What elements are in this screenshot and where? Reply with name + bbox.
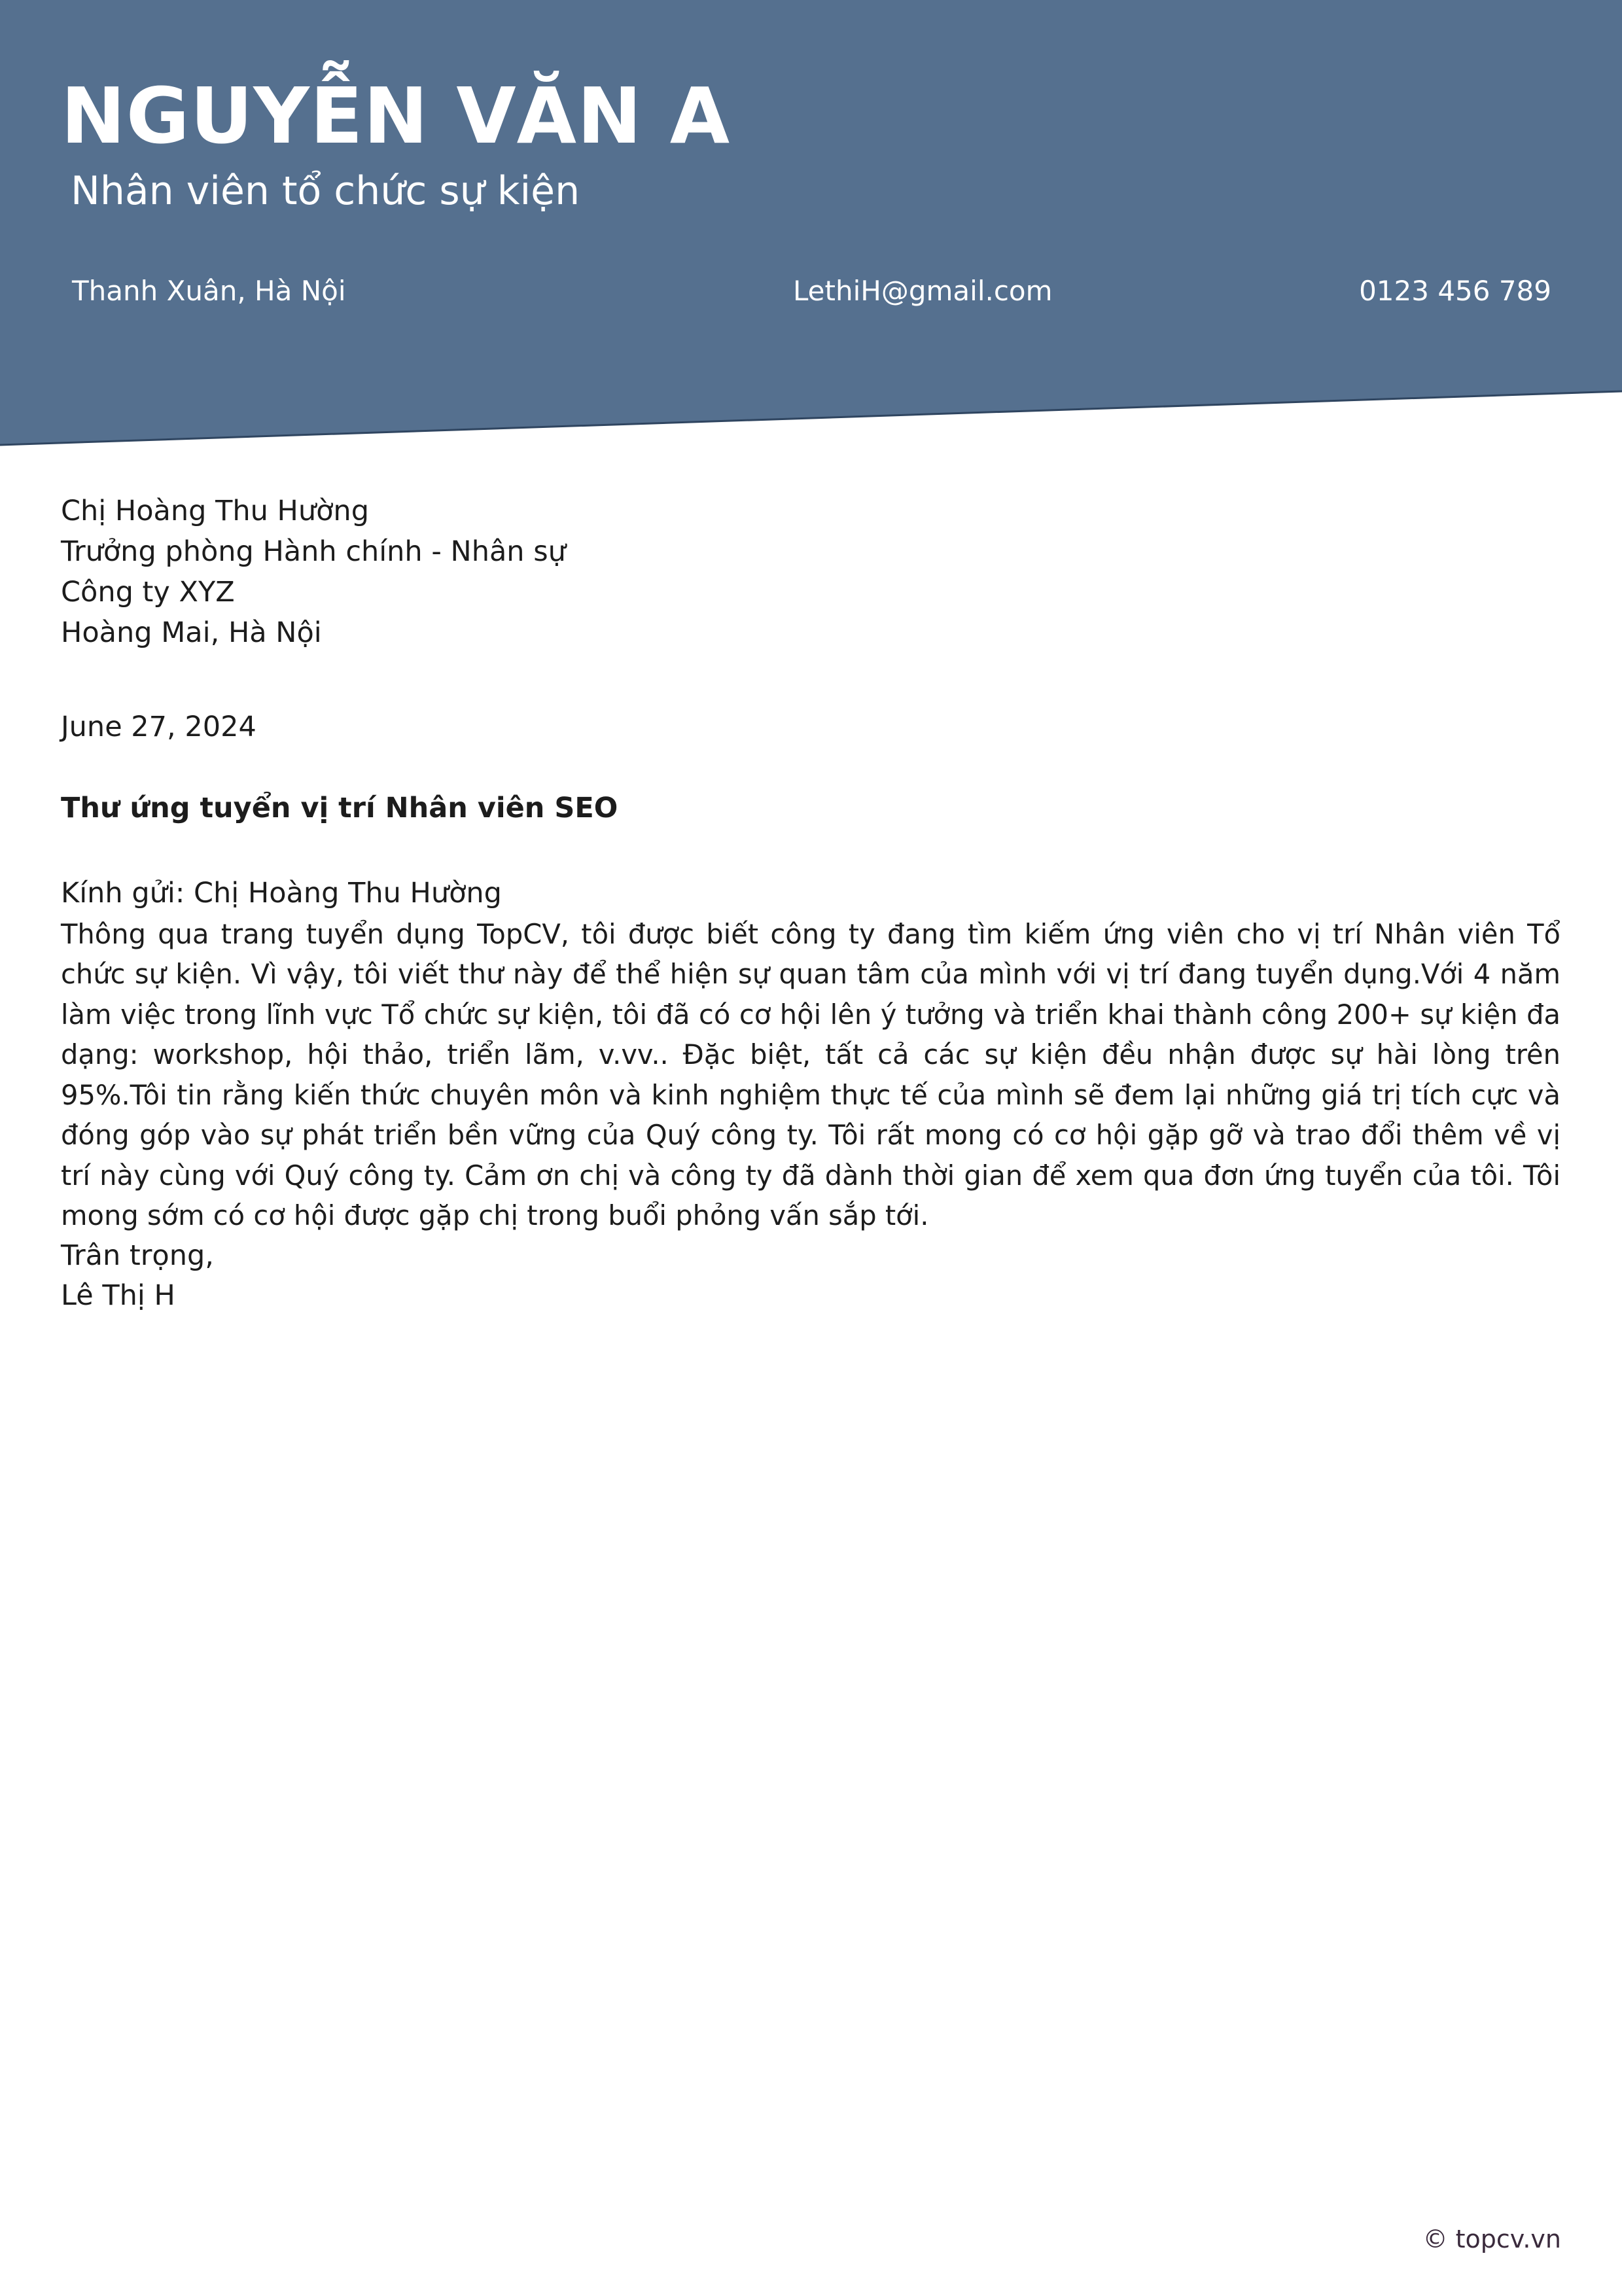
recipient-location: Hoàng Mai, Hà Nội xyxy=(61,616,322,649)
header-background xyxy=(0,0,1622,451)
letter-closing: Trân trọng, xyxy=(61,1239,214,1272)
candidate-name: NGUYỄN VĂN A xyxy=(61,71,731,161)
contact-address: Thanh Xuân, Hà Nội xyxy=(72,275,346,307)
recipient-company: Công ty XYZ xyxy=(61,576,235,609)
letter-date: June 27, 2024 xyxy=(61,711,256,743)
letter-greeting: Kính gửi: Chị Hoàng Thu Hường xyxy=(61,877,502,910)
contact-email[interactable]: LethiH@gmail.com xyxy=(793,275,1053,307)
footer-credit: © topcv.vn xyxy=(1422,2225,1561,2253)
letter-signature: Lê Thị H xyxy=(61,1279,175,1312)
recipient-name: Chị Hoàng Thu Hường xyxy=(61,495,369,527)
letter-subject: Thư ứng tuyển vị trí Nhân viên SEO xyxy=(61,792,618,824)
letter-body xyxy=(61,874,1560,1316)
recipient-block xyxy=(61,491,566,653)
letter-paragraph: Thông qua trang tuyển dụng TopCV, tôi được biết công ty đang tìm kiếm ứng viên cho vị trí Nhân viên Tổ chức sự kiện. Vì vậy, tôi viết thư này để thể hiện sự quan tâm của mình với vị trí đang tuyển dụng.Với 4 năm làm việc trong lĩnh vực Tổ chức sự kiện, tôi đã có cơ hội lên ý tưởng và triển khai thành công 200+ sự kiện đa dạng: workshop, hội thảo, triển lãm, v.vv.. Đặc biệt, tất cả các sự kiện đều nhận được sự hài lòng trên 95%.Tôi tin rằng kiến thức chuyên môn và kinh nghiệm thực tế của mình sẽ đem lại những giá trị tích cực và đóng góp vào sự phát triển bền vững của Quý công ty. Tôi rất mong có cơ hội gặp gỡ và trao đổi thêm về vị trí này cùng với Quý công ty. Cảm ơn chị và công ty đã dành thời gian để xem qua đơn ứng tuyển của tôi. Tôi mong sớm có cơ hội được gặp chị trong buổi phỏng vấn sắp tới. xyxy=(61,917,1560,1231)
contact-phone: 0123 456 789 xyxy=(1359,275,1551,307)
candidate-job-title: Nhân viên tổ chức sự kiện xyxy=(71,168,580,214)
recipient-position: Trưởng phòng Hành chính - Nhân sự xyxy=(61,535,566,568)
header-band xyxy=(0,0,1622,451)
